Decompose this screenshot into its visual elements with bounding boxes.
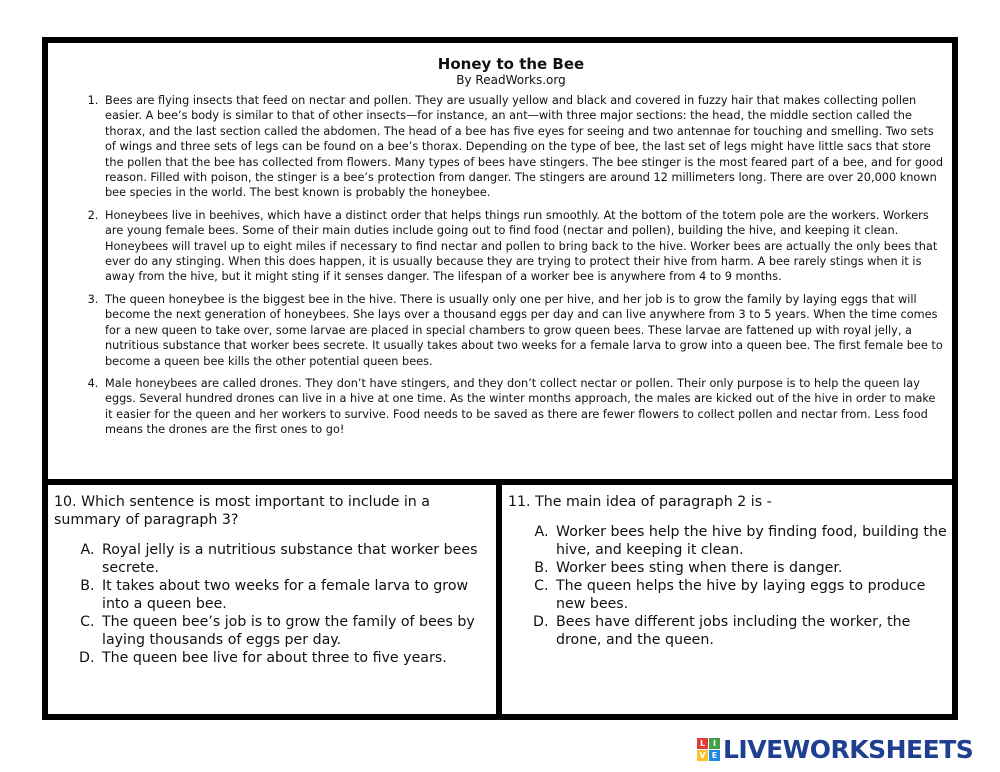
paragraph-2: 2. Honeybees live in beehives, which have a distinct order that helps things run smoothly. At the bottom of the totem pole are the workers. Workers are young female bees. Some of their main duties include going out to find food (nectar and pollen), building the hive, and keeping it clean. Honeybees will travel up to eight miles if necessary to find nectar and pollen to bring back to the hive. Worker bees are actually the only bees that ever do any stinging. When this does happen, it is usually because they are trying to protect their hive from harm. A bee rarely stings when it is away from the hive, but it might sting if it senses danger. The lifespan of a worker bee is anywhere from 4 to 9 months.	[102, 208, 946, 285]
question-11-choices	[508, 523, 948, 649]
logo-text: LIVEWORKSHEETS	[723, 735, 974, 764]
liveworksheets-logo	[697, 735, 973, 764]
passage-box	[42, 37, 958, 485]
logo-tile-v: V	[697, 750, 708, 761]
question-10-choice-c[interactable]: C. The queen bee’s job is to grow the family of bees by laying thousands of eggs per day.	[99, 613, 492, 649]
passage-title: Honey to the Bee	[437, 55, 585, 73]
question-10-prompt: 10. Which sentence is most important to include in a summary of paragraph 3?	[54, 494, 430, 528]
question-11-choice-b[interactable]: B. Worker bees sting when there is danger.	[553, 559, 948, 577]
question-11-box	[496, 479, 958, 720]
paragraph-1: 1. Bees are flying insects that feed on nectar and pollen. They are usually yellow and black and covered in fuzzy hair that makes collecting pollen easier. A bee’s body is similar to that of other insects—for instance, an ant—with three major sections: the head, the middle section called the thorax, and the last section called the abdomen. The head of a bee has five eyes for seeing and two antennae for touching and smelling. Two sets of wings and three sets of legs can be found on a bee’s thorax. Depending on the type of bee, the last set of legs might have little sacs that store the pollen that the bee has collected from flowers. Many types of bees have stingers. The bee stinger is the most feared part of a bee, and for good reason. Filled with poison, the stinger is a bee’s protection from danger. The stingers are around 12 millimeters long. There are over 20,000 known bee species in the world. The best known is probably the honeybee.	[102, 93, 946, 201]
logo-tile-l: L	[697, 738, 708, 749]
passage-byline: By ReadWorks.org	[456, 73, 566, 87]
question-10-box	[42, 479, 502, 720]
question-11-choice-a[interactable]: A. Worker bees help the hive by finding food, building the hive, and keeping it clean.	[553, 523, 948, 559]
logo-tile-i: I	[709, 738, 720, 749]
paragraph-3: 3. The queen honeybee is the biggest bee in the hive. There is usually only one per hive, and her job is to grow the family by laying eggs that will become the next generation of honeybees. She lays over a thousand eggs per day and can live anywhere from 3 to 5 years. When the time comes for a new queen to take over, some larvae are placed in special chambers to grow queen bees. These larvae are fattened up with royal jelly, a nutritious substance that worker bees secrete. It usually takes about two weeks for a female larva to grow into a queen bee. The first female bee to become a queen bee kills the other potential queen bees.	[102, 292, 946, 369]
paragraph-4: 4. Male honeybees are called drones. They don’t have stingers, and they don’t collect nectar or pollen. Their only purpose is to help the queen lay eggs. Several hundred drones can live in a hive at one time. As the winter months approach, the males are kicked out of the hive in order to make it easier for the queen and her workers to survive. Food needs to be saved as there are fewer flowers to collect pollen and nectar from. Less food means the drones are the first ones to go!	[102, 376, 946, 438]
question-11-choice-d[interactable]: D. Bees have different jobs including the worker, the drone, and the queen.	[553, 613, 948, 649]
question-11-prompt: 11. The main idea of paragraph 2 is -	[508, 494, 772, 510]
logo-icon	[697, 738, 720, 761]
passage-paragraphs	[76, 93, 946, 438]
question-10-choices	[54, 541, 492, 667]
question-10-choice-d[interactable]: D. The queen bee live for about three to five years.	[99, 649, 492, 667]
logo-tile-e: E	[709, 750, 720, 761]
question-11-choice-c[interactable]: C. The queen helps the hive by laying eggs to produce new bees.	[553, 577, 948, 613]
question-10-choice-b[interactable]: B. It takes about two weeks for a female larva to grow into a queen bee.	[99, 577, 492, 613]
question-10-choice-a[interactable]: A. Royal jelly is a nutritious substance that worker bees secrete.	[99, 541, 492, 577]
